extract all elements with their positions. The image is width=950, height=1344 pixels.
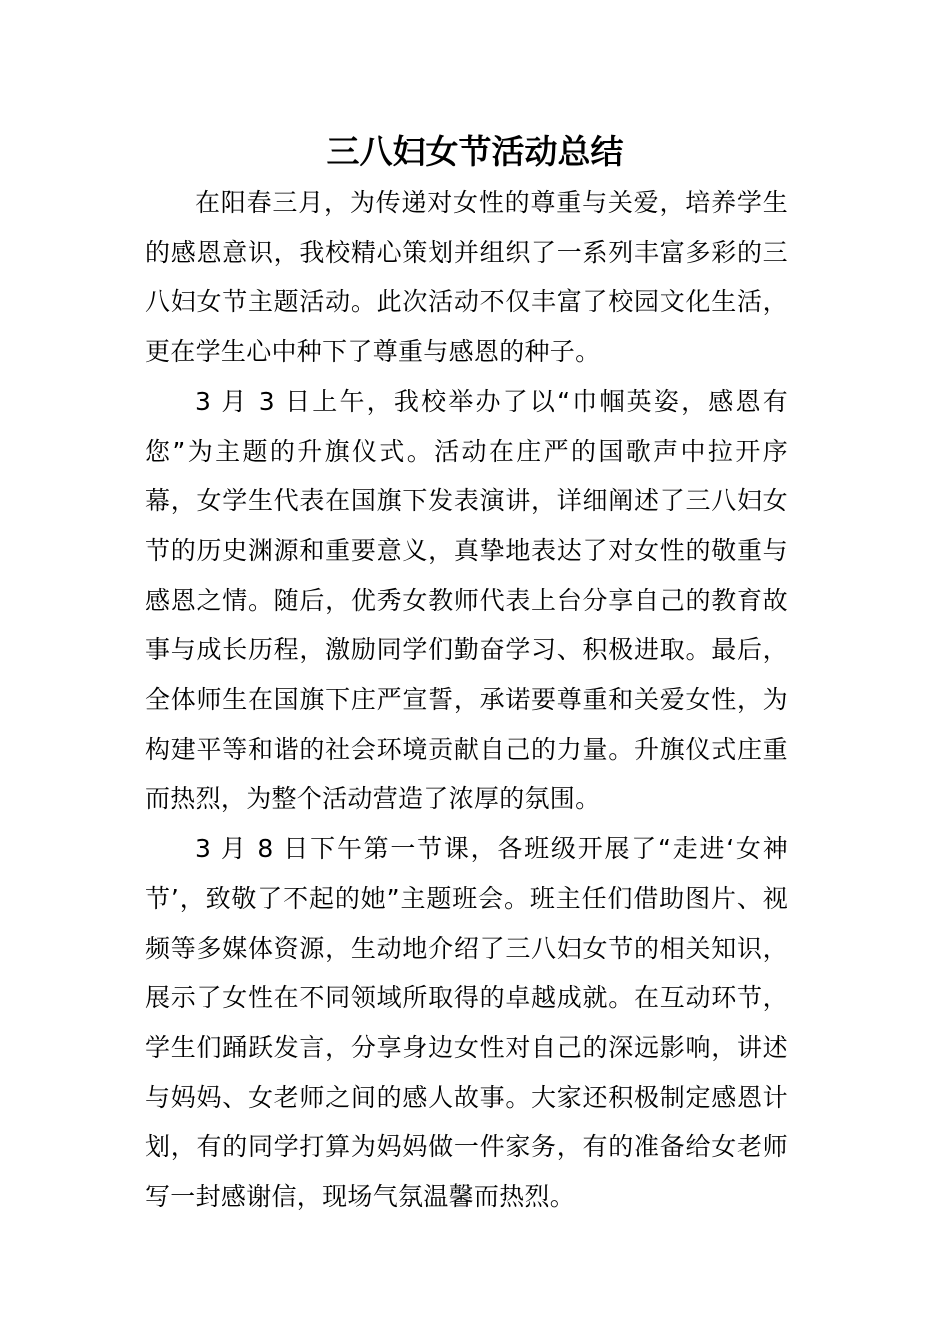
paragraph-intro: 在阳春三月，为传递对女性的尊重与关爱，培养学生的感恩意识，我校精心策划并组织了一系列丰富多彩的三八妇女节主题活动。此次活动不仅丰富了校园文化生活，更在学生心中种下了尊重与感恩的种子。 bbox=[145, 188, 788, 367]
document-body bbox=[145, 178, 788, 1222]
paragraph-class-meeting: 3 月 8 日下午第一节课，各班级开展了“走进‘女神节’，致敬了不起的她”主题班会。班主任们借助图片、视频等多媒体资源，生动地介绍了三八妇女节的相关知识，展示了女性在不同领域所取得的卓越成就。在互动环节，学生们踊跃发言，分享身边女性对自己的深远影响，讲述与妈妈、女老师之间的感人故事。大家还积极制定感恩计划，有的同学打算为妈妈做一件家务，有的准备给女老师写一封感谢信，现场气氛温馨而热烈。 bbox=[145, 834, 788, 1212]
document-title: 三八妇女节活动总结 bbox=[326, 132, 624, 171]
paragraph-flag-ceremony: 3 月 3 日上午，我校举办了以“巾帼英姿，感恩有您”为主题的升旗仪式。活动在庄严的国歌声中拉开序幕，女学生代表在国旗下发表演讲，详细阐述了三八妇女节的历史渊源和重要意义，真挚地表达了对女性的敬重与感恩之情。随后，优秀女教师代表上台分享自己的教育故事与成长历程，激励同学们勤奋学习、积极进取。最后，全体师生在国旗下庄严宣誓，承诺要尊重和关爱女性，为构建平等和谐的社会环境贡献自己的力量。升旗仪式庄重而热烈，为整个活动营造了浓厚的氛围。 bbox=[145, 386, 788, 814]
